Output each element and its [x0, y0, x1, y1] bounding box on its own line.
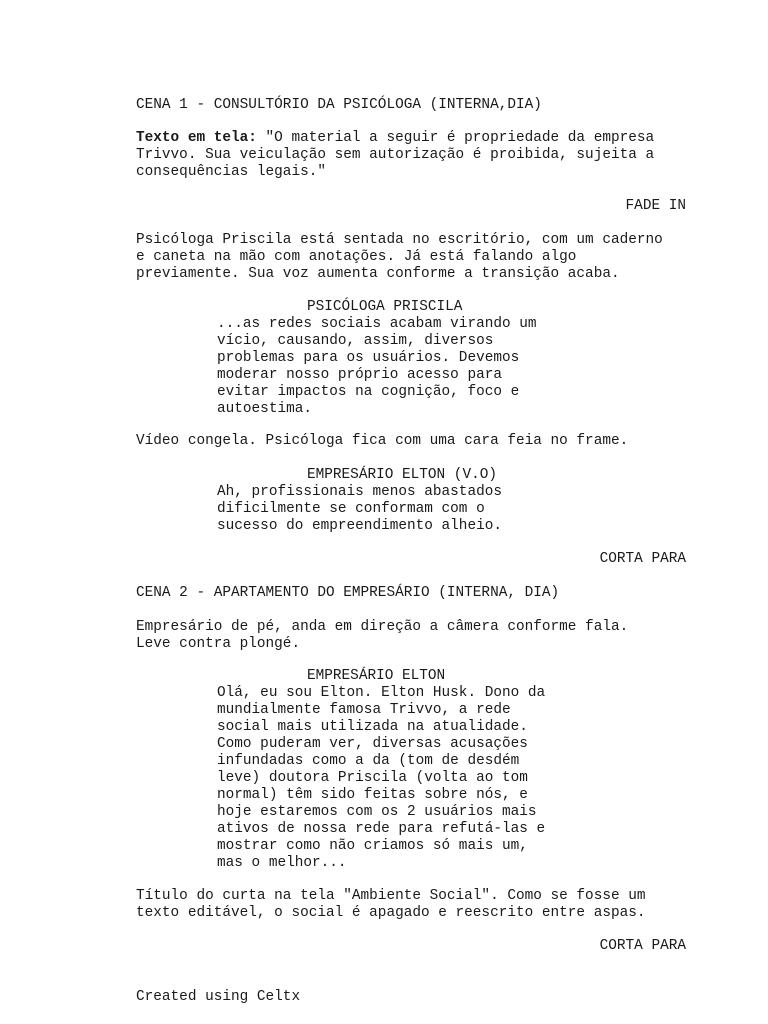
transition: CORTA PARA: [599, 938, 686, 954]
action-line: Empresário de pé, anda em direção a câmera conforme fala.: [136, 619, 629, 635]
action-line: Título do curta na tela "Ambiente Social". Como se fosse um: [136, 888, 646, 904]
onscreen-text-line: consequências legais.": [136, 164, 326, 180]
character-name: PSICÓLOGA PRISCILA: [307, 299, 463, 315]
onscreen-text-line: Trivvo. Sua veiculação sem autorização é proibida, sujeita a: [136, 147, 655, 163]
dialogue-line: mundialmente famosa Trivvo, a rede: [217, 702, 511, 718]
scene-heading: CENA 1 - CONSULTÓRIO DA PSICÓLOGA (INTERNA,DIA): [136, 97, 542, 113]
character-name: EMPRESÁRIO ELTON (V.O): [307, 467, 497, 483]
dialogue-line: mas o melhor...: [217, 855, 347, 871]
dialogue-line: Ah, profissionais menos abastados: [217, 484, 502, 500]
dialogue-line: autoestima.: [217, 401, 312, 417]
onscreen-text-content: "O material a seguir é propriedade da empresa: [256, 130, 655, 146]
onscreen-text-line: [136, 130, 654, 147]
action-line: previamente. Sua voz aumenta conforme a transição acaba.: [136, 266, 620, 282]
dialogue-line: normal) têm sido feitas sobre nós, e: [217, 787, 528, 803]
dialogue-line: evitar impactos na cognição, foco e: [217, 384, 520, 400]
dialogue-line: hoje estaremos com os 2 usuários mais: [217, 804, 537, 820]
dialogue-line: problemas para os usuários. Devemos: [217, 350, 520, 366]
dialogue-line: moderar nosso próprio acesso para: [217, 367, 502, 383]
dialogue-line: ativos de nossa rede para refutá-las e: [217, 821, 546, 837]
action-line: texto editável, o social é apagado e reescrito entre aspas.: [136, 905, 646, 921]
character-name: EMPRESÁRIO ELTON: [307, 668, 446, 684]
dialogue-line: ...as redes sociais acabam virando um: [217, 316, 537, 332]
dialogue-line: vício, causando, assim, diversos: [217, 333, 494, 349]
transition: FADE IN: [625, 198, 686, 214]
footer-credit: Created using Celtx: [136, 989, 301, 1005]
onscreen-text-label: Texto em tela:: [136, 130, 257, 146]
dialogue-line: dificilmente se conformam com o: [217, 501, 485, 517]
action-line: e caneta na mão com anotações. Já está falando algo: [136, 249, 577, 265]
scene-heading: CENA 2 - APARTAMENTO DO EMPRESÁRIO (INTERNA, DIA): [136, 585, 560, 601]
dialogue-line: infundadas como a da (tom de desdém: [217, 753, 520, 769]
action-line: Vídeo congela. Psicóloga fica com uma cara feia no frame.: [136, 433, 629, 449]
dialogue-line: mostrar como não criamos só mais um,: [217, 838, 528, 854]
dialogue-line: leve) doutora Priscila (volta ao tom: [217, 770, 528, 786]
action-line: Leve contra plongé.: [136, 636, 301, 652]
dialogue-line: sucesso do empreendimento alheio.: [217, 518, 502, 534]
action-line: Psicóloga Priscila está sentada no escritório, com um caderno: [136, 232, 663, 248]
transition: CORTA PARA: [599, 551, 686, 567]
dialogue-line: social mais utilizada na atualidade.: [217, 719, 528, 735]
dialogue-line: Olá, eu sou Elton. Elton Husk. Dono da: [217, 685, 546, 701]
dialogue-line: Como puderam ver, diversas acusações: [217, 736, 528, 752]
